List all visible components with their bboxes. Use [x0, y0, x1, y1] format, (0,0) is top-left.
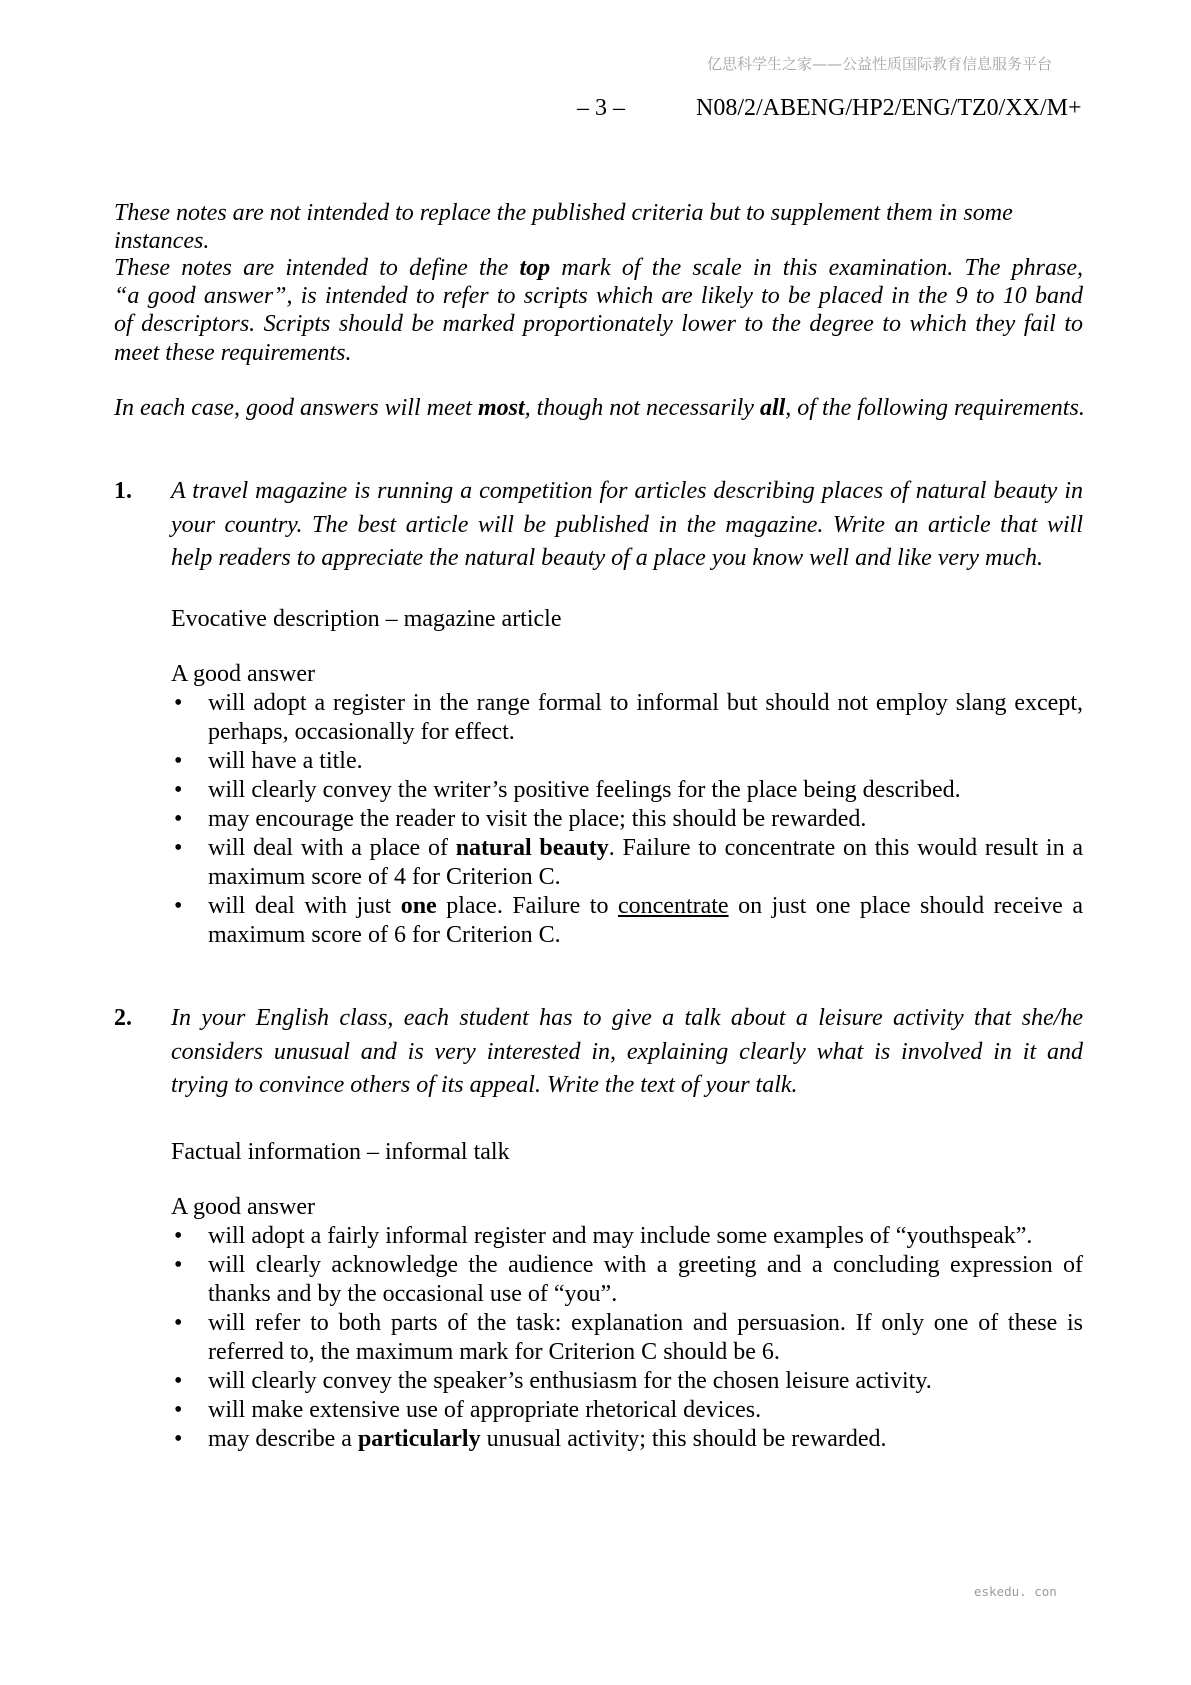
text-line — [171, 1036, 1083, 1070]
text-line — [208, 1425, 1083, 1454]
bullet-item — [171, 1251, 1083, 1309]
bullet-item — [171, 1396, 1083, 1425]
bullet-item — [171, 776, 1083, 805]
text-line — [208, 1222, 1083, 1251]
text-segment: on just one place should receive a — [728, 893, 1083, 919]
text-segment: help readers to appreciate the natural beauty of a place you know well and like very much. — [171, 545, 1044, 572]
text-segment: A travel magazine is running a competition for articles describing places of natural beauty in — [171, 478, 1083, 504]
text-segment: will deal with just — [208, 893, 401, 919]
emphasis-bold: top — [519, 255, 551, 281]
question-2-prompt — [171, 1002, 1083, 1103]
text-segment: maximum score of 4 for Criterion C. — [208, 864, 561, 890]
text-segment: In your English class, each student has to give a talk about a leisure activity that she/he — [171, 1005, 1083, 1031]
text-line — [208, 863, 1083, 892]
bullet-icon: • — [174, 1397, 183, 1423]
text-line — [208, 1309, 1083, 1338]
text-segment: thanks and by the occasional use of “you”. — [208, 1281, 618, 1307]
text-segment: will clearly convey the writer’s positive feelings for the place being described. — [208, 777, 961, 803]
question-2-text-type: Factual information – informal talk — [171, 1139, 510, 1165]
bullet-item — [171, 1222, 1083, 1251]
bullet-item — [171, 1425, 1083, 1454]
text-segment: meet these requirements. — [114, 339, 352, 366]
text-segment: will refer to both parts of the task: explanation and persuasion. If only one of these is — [208, 1310, 1083, 1336]
text-line — [171, 1069, 1083, 1103]
text-segment: will adopt a fairly informal register and may include some examples of “youthspeak”. — [208, 1223, 1033, 1249]
text-segment: These notes are intended to define the — [114, 255, 520, 281]
text-line — [208, 718, 1083, 747]
notes-paragraph-2 — [114, 254, 1083, 367]
text-line — [171, 475, 1083, 509]
bullet-item — [171, 747, 1083, 776]
question-1-answer-criteria — [171, 660, 1083, 950]
text-segment: . Failure to concentrate on this would result in a — [608, 835, 1083, 861]
bullet-item — [171, 892, 1083, 950]
text-line — [114, 394, 1094, 422]
emphasis-bold: particularly — [357, 1426, 481, 1452]
text-segment: considers unusual and is very interested in, explaining clearly what is involved in it and — [171, 1038, 1083, 1065]
text-segment: These notes are not intended to replace the published criteria but to supplement them in some instances. — [114, 200, 1013, 254]
notes-paragraph-1 — [114, 199, 1094, 255]
text-line — [114, 199, 1094, 255]
bullet-icon: • — [174, 748, 183, 774]
bullet-item — [171, 805, 1083, 834]
bullet-item — [171, 1309, 1083, 1367]
text-line — [171, 509, 1083, 543]
text-segment: “a good answer”, is intended to refer to scripts which are likely to be placed in the 9 to 10 band — [114, 283, 1083, 310]
text-segment: will adopt a register in the range formal to informal but should not employ slang except, — [208, 690, 1083, 716]
notes-paragraph-3 — [114, 394, 1094, 422]
text-segment: your country. The best article will be published in the magazine. Write an article that will — [171, 511, 1083, 538]
text-line — [171, 542, 1083, 576]
text-line — [208, 689, 1083, 718]
text-line — [114, 254, 1083, 282]
text-segment: trying to convince others of its appeal. Write the text of your talk. — [171, 1072, 798, 1099]
text-segment: referred to, the maximum mark for Criterion C should be 6. — [208, 1339, 780, 1365]
answer-intro: A good answer — [171, 1194, 315, 1220]
text-line — [208, 805, 1083, 834]
text-segment: will make extensive use of appropriate rhetorical devices. — [208, 1397, 762, 1423]
text-segment: of descriptors. Scripts should be marked proportionately lower to the degree to which they fail to — [114, 311, 1083, 338]
footer-watermark: eskedu. con — [974, 1584, 1057, 1599]
text-segment: will deal with a place of — [208, 835, 456, 861]
text-segment: place. Failure to — [436, 893, 618, 919]
bullet-icon: • — [174, 893, 183, 919]
question-1-text-type: Evocative description – magazine article — [171, 606, 562, 632]
bullet-icon: • — [174, 806, 183, 832]
text-segment: , of the following requirements. — [785, 395, 1085, 421]
question-1-number: 1. — [114, 478, 132, 504]
bullet-icon: • — [174, 835, 183, 861]
text-line — [208, 747, 1083, 776]
emphasis-bold: natural beauty — [455, 835, 609, 861]
bullet-item — [171, 834, 1083, 892]
bullet-item — [171, 1367, 1083, 1396]
text-segment: In each case, good answers will meet — [114, 395, 478, 421]
bullet-item — [171, 689, 1083, 747]
bullet-icon: • — [174, 777, 183, 803]
text-segment: maximum score of 6 for Criterion C. — [208, 922, 561, 948]
emphasis-underline: concentrate — [617, 893, 729, 919]
text-line — [114, 282, 1083, 310]
header-watermark: 亿思科学生之家——公益性质国际教育信息服务平台 — [706, 55, 1052, 73]
page-number: – 3 – — [577, 95, 625, 121]
text-line — [208, 1396, 1083, 1425]
answer-intro: A good answer — [171, 661, 315, 687]
bullet-icon: • — [174, 1310, 183, 1336]
text-segment: may encourage the reader to visit the place; this should be rewarded. — [208, 806, 867, 832]
text-line — [208, 834, 1083, 863]
text-segment: may describe a — [208, 1426, 358, 1452]
bullet-icon: • — [174, 1368, 183, 1394]
text-line — [208, 1280, 1083, 1309]
text-line — [208, 921, 1083, 950]
text-segment: will clearly acknowledge the audience with a greeting and a concluding expression of — [208, 1252, 1083, 1278]
text-segment: unusual activity; this should be rewarded. — [480, 1426, 887, 1452]
text-segment: will have a title. — [208, 748, 363, 774]
question-2-number: 2. — [114, 1005, 132, 1031]
text-line — [208, 1338, 1083, 1367]
text-segment: , though not necessarily — [524, 395, 760, 421]
text-line — [208, 776, 1083, 805]
emphasis-bold: one — [400, 893, 437, 919]
text-line — [114, 339, 1083, 367]
text-line — [208, 1367, 1083, 1396]
text-segment: will clearly convey the speaker’s enthusiasm for the chosen leisure activity. — [208, 1368, 932, 1394]
text-segment: perhaps, occasionally for effect. — [208, 719, 515, 745]
text-line — [208, 1251, 1083, 1280]
text-line — [171, 1002, 1083, 1036]
text-line — [208, 892, 1083, 921]
bullet-icon: • — [174, 1252, 183, 1278]
question-1-prompt — [171, 475, 1083, 576]
emphasis-bold: most — [477, 395, 525, 421]
bullet-icon: • — [174, 1426, 183, 1452]
question-2-answer-criteria — [171, 1193, 1083, 1454]
text-line — [114, 310, 1083, 338]
bullet-icon: • — [174, 690, 183, 716]
emphasis-bold: all — [759, 395, 786, 421]
paper-code: N08/2/ABENG/HP2/ENG/TZ0/XX/M+ — [696, 95, 1082, 121]
bullet-icon: • — [174, 1223, 183, 1249]
text-segment: mark of the scale in this examination. The phrase, — [550, 255, 1083, 281]
